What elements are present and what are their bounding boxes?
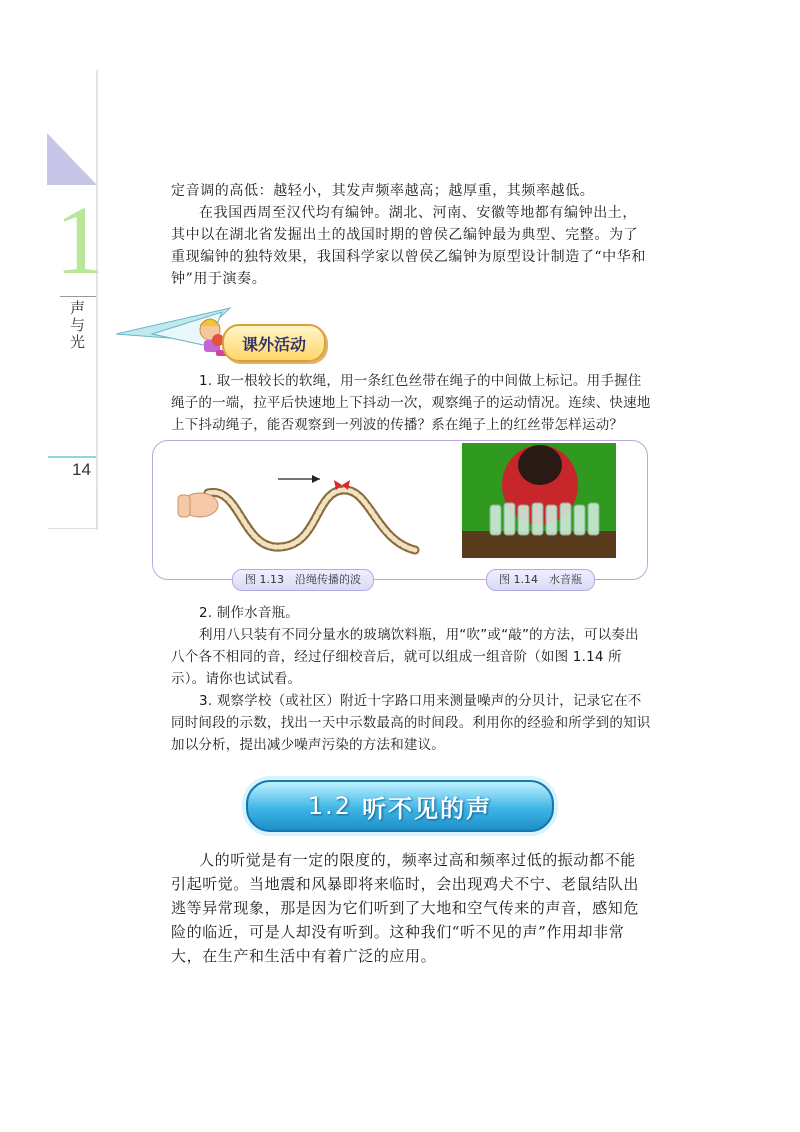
chapter-corner-triangle: [47, 133, 97, 185]
chapter-number: 1: [55, 187, 104, 295]
figure-1-14-caption: 图 1.14 水音瓶: [486, 569, 595, 591]
intro-paragraph-2: 在我国西周至汉代均有编钟。湖北、河南、安徽等地都有编钟出土，其中以在湖北省发掘出土的战国时期的曾侯乙编钟最为典型、完整。为了重现编钟的独特效果，我国科学家以曾侯乙编钟为原型设计制造了“中华和钟”用于演奏。: [171, 205, 646, 287]
page-number-box: [48, 484, 97, 529]
activity-item-2-title: 2. 制作水音瓶。: [199, 605, 299, 621]
glider-child-illustration: [112, 300, 232, 364]
intro-paragraph-1: 定音调的高低：越轻小，其发声频率越高；越厚重，其频率越低。: [171, 183, 595, 199]
section-body: 人的听觉是有一定的限度的，频率过高和频率过低的振动都不能引起听觉。当地震和风暴即将来临时，会出现鸡犬不宁、老鼠结队出逃等异常现象，那是因为它们听到了大地和空气传来的声音，感知危险的临近，可是人却没有听到。这种我们“听不见的声”作用却非常大，在生产和生活中有着广泛的应用。: [171, 851, 640, 965]
section-heading-banner: [246, 780, 554, 832]
page-number: 14: [72, 460, 91, 479]
chapter-title: 声与光: [70, 299, 86, 351]
activity-item-2-body: 利用八只装有不同分量水的玻璃饮料瓶，用“吹”或“敲”的方法，可以奏出八个各不相同的音，经过仔细校音后，就可以组成一组音阶（如图 1.14 所示）。请你也试试看。: [171, 627, 639, 687]
activity-item-3: 3. 观察学校（或社区）附近十字路口用来测量噪声的分贝计，记录它在不同时间段的示数，找出一天中示数最高的时间段。利用你的经验和所学到的知识加以分析，提出减少噪声污染的方法和建议。: [171, 693, 651, 753]
section-title: 听不见的声: [362, 794, 493, 823]
rope-wave-figure: [170, 455, 430, 565]
chapter-rule: [60, 296, 96, 297]
activity-heading-block: [112, 300, 332, 364]
figure-1-13-caption: 图 1.13 沿绳传播的波: [232, 569, 374, 591]
section-number: 1.2: [307, 792, 353, 820]
activity-item-1: 1. 取一根较长的软绳，用一条红色丝带在绳子的中间做上标记。用手握住绳子的一端，拉平后快速地上下抖动一次，观察绳子的运动情况。连续、快速地上下抖动绳子，能否观察到一列波的传播？系在绳子上的红丝带怎样运动？: [171, 373, 651, 433]
water-bottle-photo: [462, 443, 616, 558]
activity-heading: 课外活动: [222, 324, 326, 362]
